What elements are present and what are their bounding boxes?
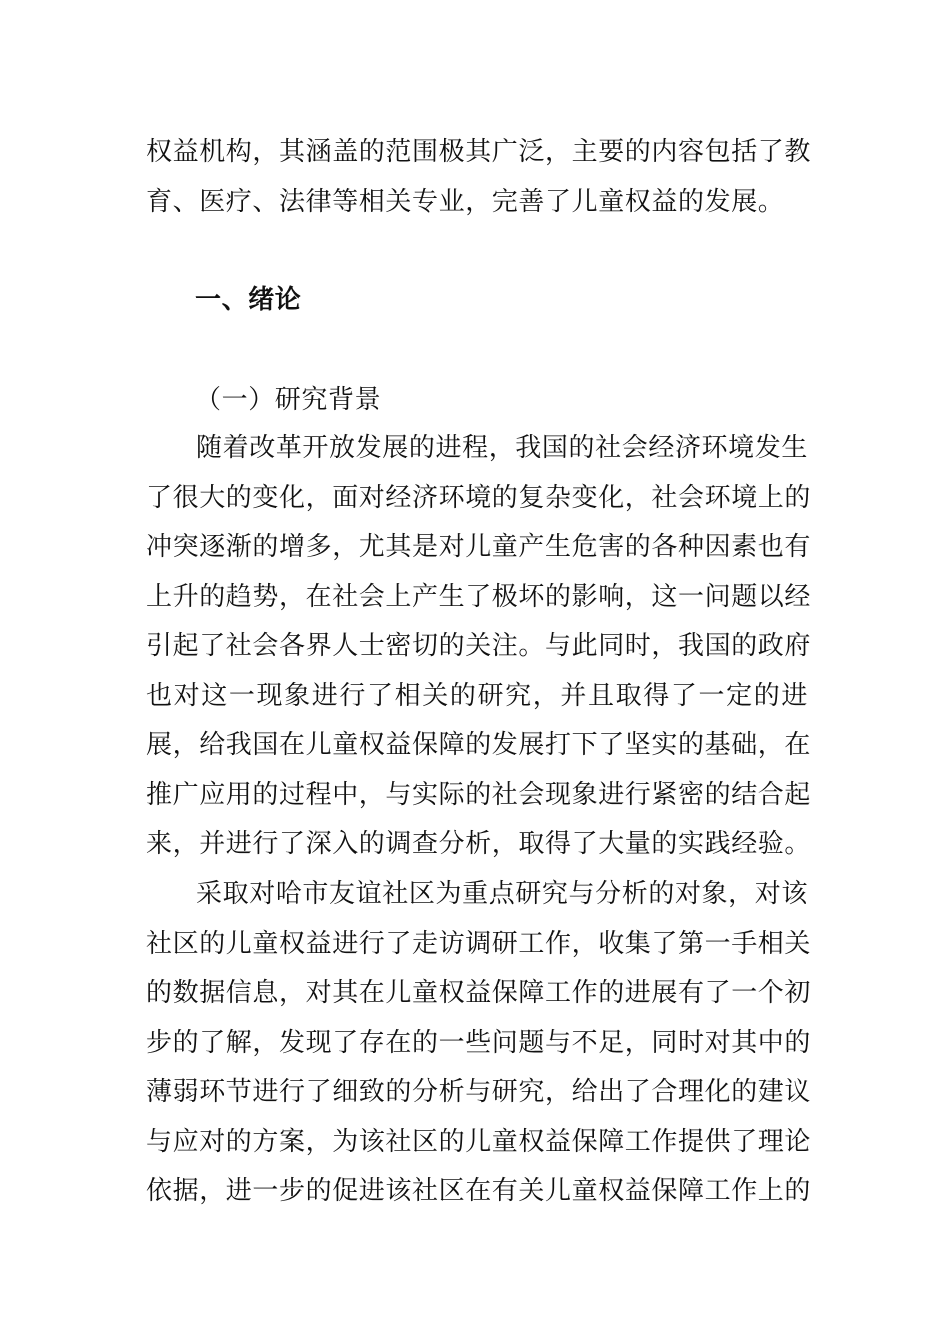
- paragraph-research-background: [146, 424, 812, 870]
- paragraph-line: 来，并进行了深入的调查分析，取得了大量的实践经验。: [146, 829, 812, 859]
- subsection-heading: （一）研究背景: [195, 385, 382, 415]
- paragraph-line: 步的了解，发现了存在的一些问题与不足，同时对其中的: [146, 1027, 812, 1058]
- paragraph-line: 采取对哈市友谊社区为重点研究与分析的对象，对该: [196, 879, 808, 909]
- paragraph-line: 上升的趋势，在社会上产生了极坏的影响，这一问题以经: [146, 581, 812, 612]
- paragraph-line: 的数据信息，对其在儿童权益保障工作的进展有了一个初: [146, 978, 812, 1008]
- intro-paragraph: [146, 128, 812, 227]
- paragraph-line: 冲突逐渐的增多，尤其是对儿童产生危害的各种因素也有: [146, 532, 812, 562]
- section-heading: 一、绪论: [195, 285, 302, 315]
- paragraph-line: 展，给我国在儿童权益保障的发展打下了坚实的基础，在: [146, 730, 812, 760]
- paragraph-line: 了很大的变化，面对经济环境的复杂变化，社会环境上的: [146, 482, 812, 513]
- paragraph-line: 随着改革开放发展的进程，我国的社会经济环境发生: [196, 433, 808, 463]
- paragraph-research-object: [146, 870, 812, 1217]
- paragraph-line: 推广应用的过程中，与实际的社会现象进行紧密的结合起: [146, 779, 812, 810]
- paragraph-line: 社区的儿童权益进行了走访调研工作，收集了第一手相关: [146, 928, 812, 959]
- paragraph-line: 依据，进一步的促进该社区在有关儿童权益保障工作上的: [146, 1176, 812, 1206]
- paragraph-line: 薄弱环节进行了细致的分析与研究，给出了合理化的建议: [146, 1077, 812, 1107]
- intro-line: 育、医疗、法律等相关专业，完善了儿童权益的发展。: [146, 186, 785, 217]
- paragraph-line: 与应对的方案，为该社区的儿童权益保障工作提供了理论: [146, 1126, 812, 1157]
- paragraph-line: 也对这一现象进行了相关的研究，并且取得了一定的进: [146, 680, 808, 711]
- intro-line: 权益机构，其涵盖的范围极其广泛，主要的内容包括了教: [146, 137, 812, 167]
- paragraph-line: 引起了社会各界人士密切的关注。与此同时，我国的政府: [146, 631, 812, 661]
